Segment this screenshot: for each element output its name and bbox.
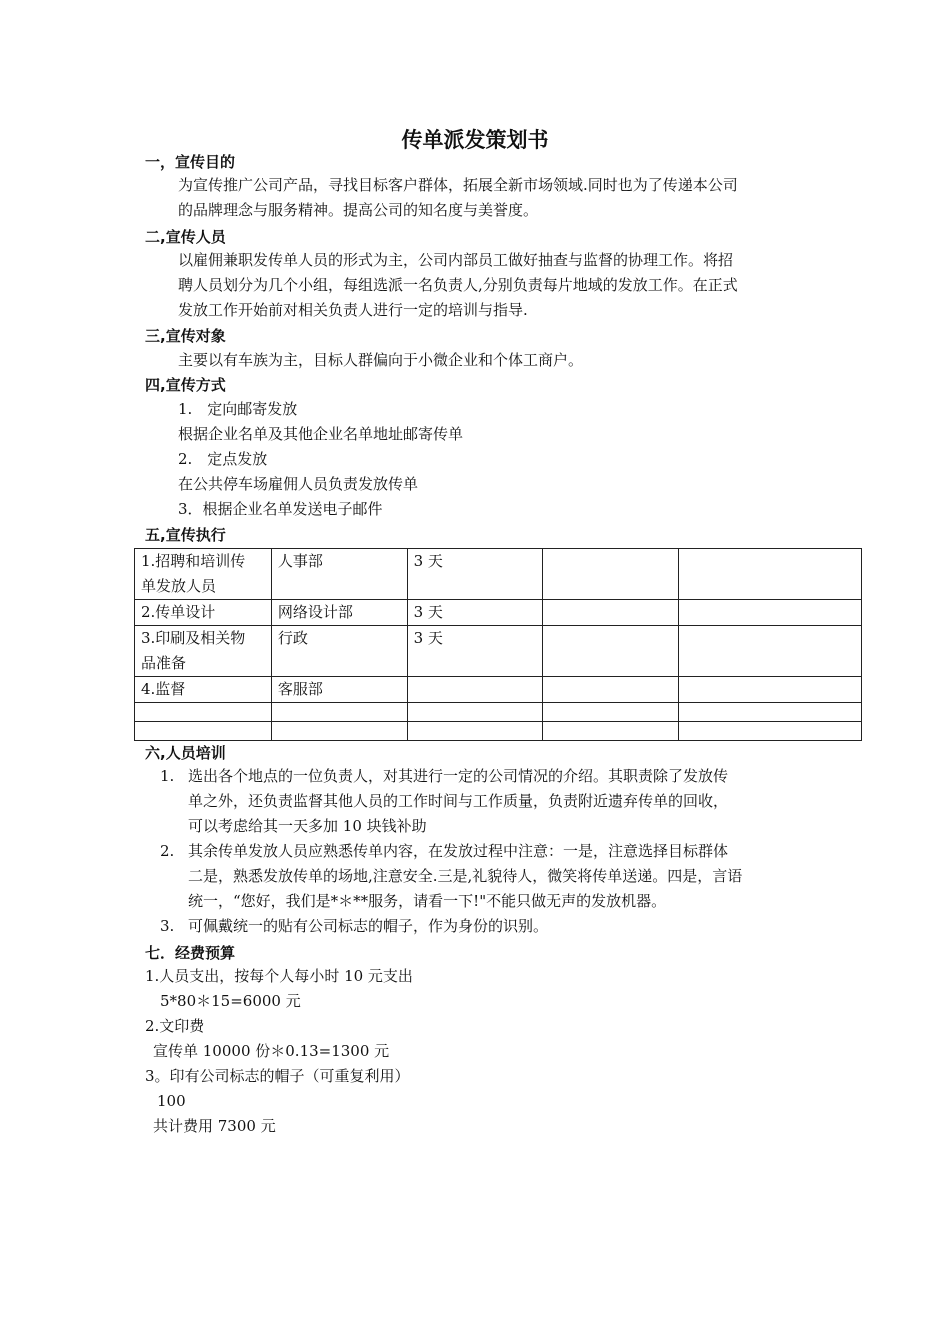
paragraph-line: 为宣传推广公司产品，寻找目标客户群体，拓展全新市场领域.同时也为了传递本公司 (178, 176, 738, 194)
table-row (135, 677, 862, 703)
empty-cell (679, 703, 862, 722)
dept-cell: 客服部 (271, 677, 407, 703)
table-row (135, 549, 862, 600)
dept-cell: 行政 (271, 626, 407, 677)
method-item-1-desc: 根据企业名单及其他企业名单地址邮寄传单 (178, 425, 464, 443)
execution-table (134, 548, 862, 741)
empty-cell (543, 626, 679, 677)
section-3-heading: 三,宣传对象 (145, 327, 226, 345)
document-title: 传单派发策划书 (401, 128, 549, 152)
section-6-heading: 六,人员培训 (145, 744, 226, 762)
section-5-heading: 五,宣传执行 (145, 526, 226, 544)
method-item-2: 2. 定点发放 (178, 450, 268, 468)
empty-cell (271, 703, 407, 722)
task-cell: 2.传单设计 (135, 600, 272, 626)
section-3-text: 主要以有车族为主，目标人群偏向于小微企业和个体工商户。 (178, 351, 584, 369)
empty-cell (679, 722, 862, 741)
empty-cell (679, 549, 862, 600)
dept-cell: 网络设计部 (271, 600, 407, 626)
table-row (135, 703, 862, 722)
method-item-3: 3．根据企业名单发送电子邮件 (178, 500, 383, 518)
section-1-heading: 一，宣传目的 (145, 153, 236, 171)
time-cell: 3 天 (407, 600, 543, 626)
method-item-2-desc: 在公共停车场雇佣人员负责发放传单 (178, 475, 419, 493)
table-row (135, 600, 862, 626)
section-2-paragraph (178, 248, 810, 323)
time-cell: 3 天 (407, 549, 543, 600)
budget-total: 共计费用 7300 元 (153, 1117, 276, 1135)
table-row (135, 722, 862, 741)
section-1-paragraph (178, 173, 810, 223)
list-item: 2. 其余传单发放人员应熟悉传单内容，在发放过程中注意：一是，注意选择目标群体 二是，熟悉发放传单的场地,注意安全.三是,礼貌待人，微笑将传单送递。四是，言语 统一，“您好，我们是*＊**服务，请看一下!"不能只做无声的发放机器。 (160, 842, 743, 910)
time-cell: 3 天 (407, 626, 543, 677)
paragraph-line: 以雇佣兼职发传单人员的形式为主，公司内部员工做好抽查与监督的协理工作。将招 (178, 251, 734, 269)
time-cell (407, 677, 543, 703)
empty-cell (543, 549, 679, 600)
dept-cell: 人事部 (271, 549, 407, 600)
budget-line: 3。印有公司标志的帽子（可重复利用） (145, 1067, 410, 1085)
paragraph-line: 聘人员划分为几个小组，每组选派一名负责人,分别负责每片地域的发放工作。在正式 (178, 276, 738, 294)
paragraph-line: 的品牌理念与服务精神。提高公司的知名度与美誉度。 (178, 201, 539, 219)
budget-line: 1.人员支出，按每个人每小时 10 元支出 (145, 967, 413, 985)
list-item: 1. 选出各个地点的一位负责人，对其进行一定的公司情况的介绍。其职责除了发放传 单之外，还负责监督其他人员的工作时间与工作质量，负责附近遗弃传单的回收， 可以考虑给其一天多加 10 块钱补助 (160, 767, 729, 835)
budget-line: 2.文印费 (145, 1017, 205, 1035)
empty-cell (135, 722, 272, 741)
task-cell: 4.监督 (135, 677, 272, 703)
section-2-heading: 二,宣传人员 (145, 228, 226, 246)
empty-cell (543, 722, 679, 741)
empty-cell (407, 722, 543, 741)
empty-cell (679, 677, 862, 703)
section-4-heading: 四,宣传方式 (145, 376, 226, 394)
empty-cell (543, 703, 679, 722)
paragraph-line: 发放工作开始前对相关负责人进行一定的培训与指导. (178, 301, 528, 319)
empty-cell (543, 677, 679, 703)
empty-cell (679, 600, 862, 626)
budget-line: 5*80＊15=6000 元 (160, 992, 301, 1010)
training-list (160, 764, 810, 939)
empty-cell (679, 626, 862, 677)
empty-cell (135, 703, 272, 722)
budget-line: 100 (157, 1092, 186, 1110)
empty-cell (543, 600, 679, 626)
section-7-heading: 七．经费预算 (145, 944, 236, 962)
table-row (135, 626, 862, 677)
list-item: 3. 可佩戴统一的贴有公司标志的帽子，作为身份的识别。 (160, 917, 549, 935)
empty-cell (271, 722, 407, 741)
task-cell: 1.招聘和培训传 单发放人员 (135, 549, 272, 600)
empty-cell (407, 703, 543, 722)
budget-line: 宣传单 10000 份＊0.13=1300 元 (153, 1042, 390, 1060)
method-item-1: 1. 定向邮寄发放 (178, 400, 298, 418)
task-cell: 3.印刷及相关物 品准备 (135, 626, 272, 677)
